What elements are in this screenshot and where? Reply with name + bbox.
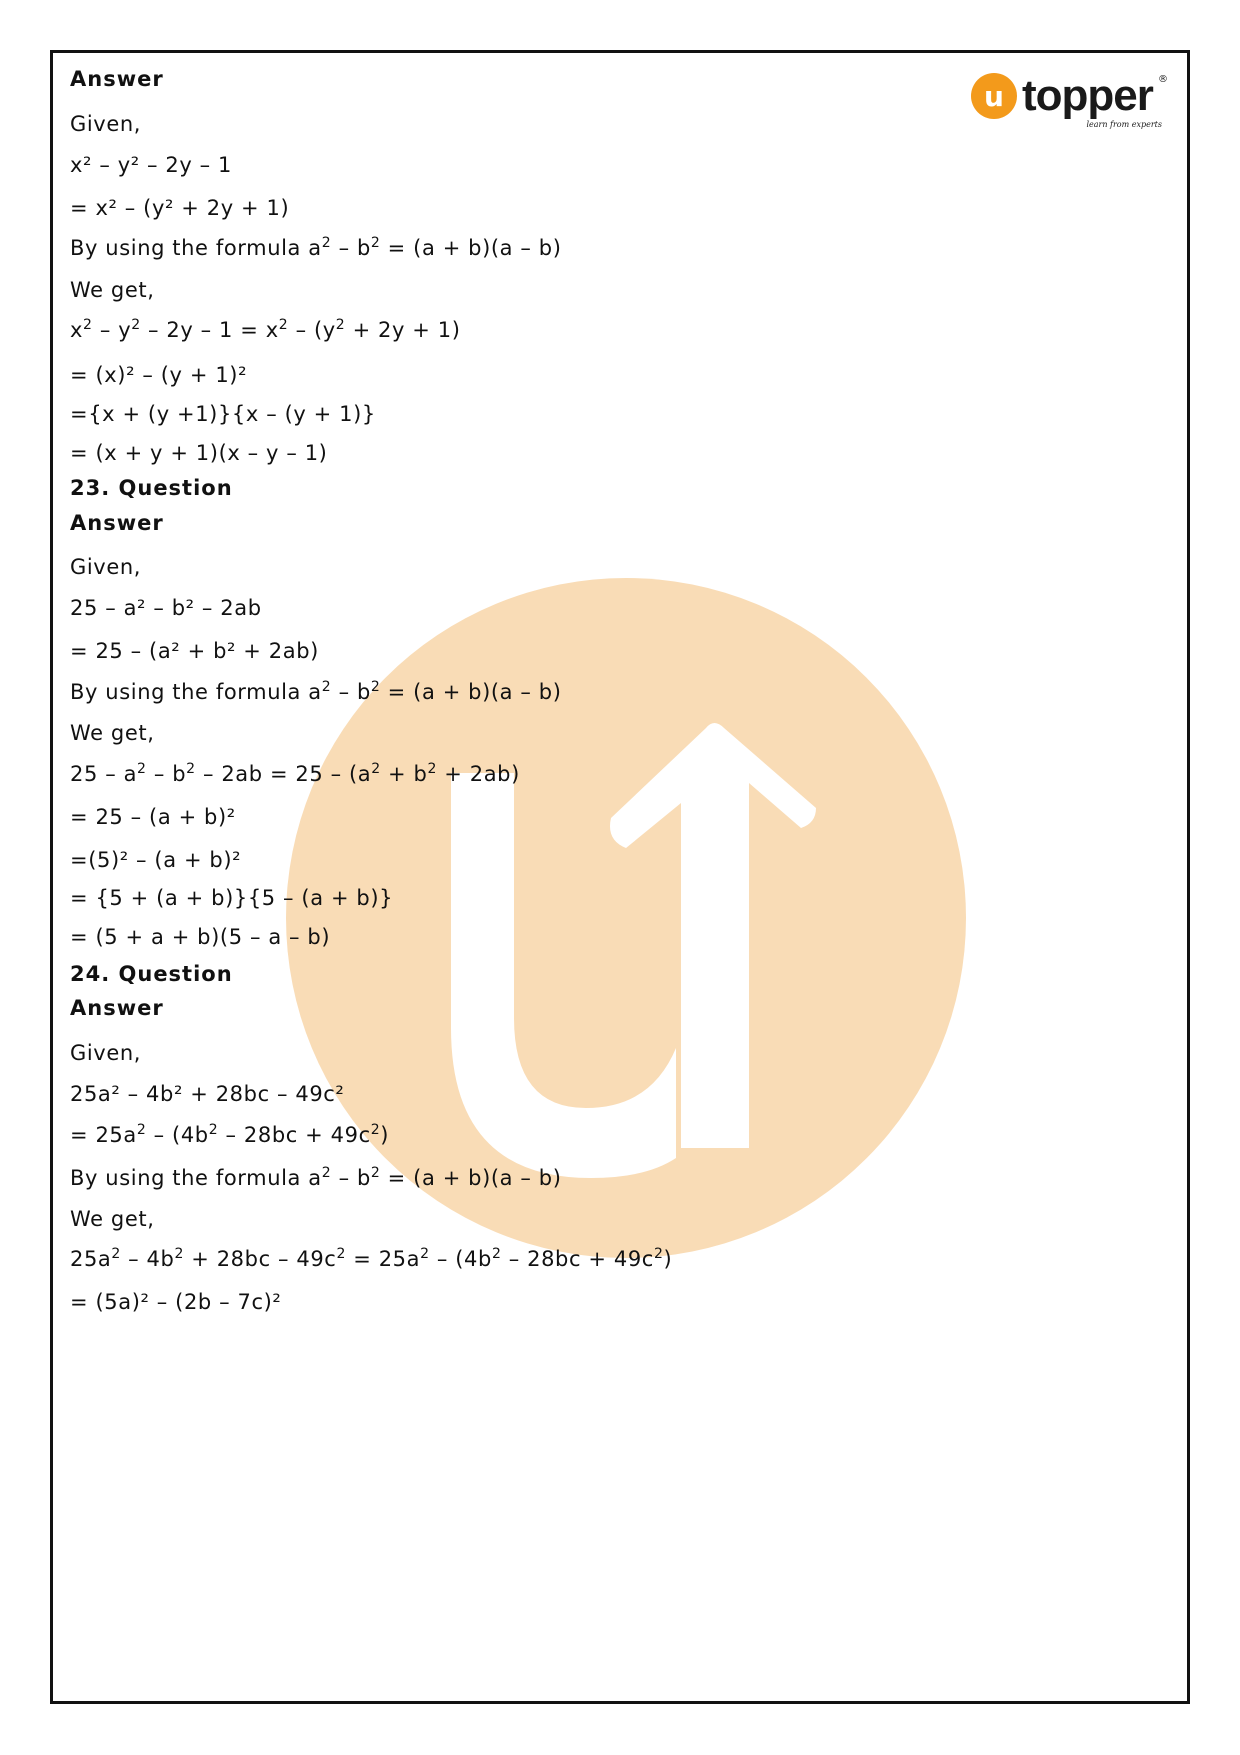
text-run: = (a + b)(a – b)	[380, 1166, 562, 1190]
text-run: – (y	[288, 318, 336, 342]
text-run: By using the formula a	[70, 1166, 322, 1190]
section-heading: Answer	[70, 511, 164, 535]
text-run: = (a + b)(a – b)	[380, 680, 562, 704]
text-run: – b	[331, 236, 371, 260]
section-heading: Answer	[70, 67, 164, 91]
answer-line	[70, 679, 562, 704]
answer-line: Given,	[70, 1041, 142, 1065]
answer-line: 25a² – 4b² + 28bc – 49c²	[70, 1082, 345, 1106]
answer-line: Given,	[70, 555, 142, 579]
superscript: 2	[370, 235, 381, 251]
topper-logo	[970, 70, 1170, 134]
superscript: 2	[370, 679, 381, 695]
superscript: 2	[136, 1122, 147, 1138]
answer-line: Given,	[70, 112, 142, 136]
answer-line: We get,	[70, 1207, 155, 1231]
superscript: 2	[137, 761, 147, 777]
text-run: – 4b	[120, 1247, 175, 1271]
answer-line: = 25 – (a² + b² + 2ab)	[70, 639, 319, 663]
logo-tagline: learn from experts	[1086, 120, 1162, 129]
text-run: + 28bc – 49c	[183, 1247, 337, 1271]
answer-line: 25 – a² – b² – 2ab	[70, 596, 262, 620]
text-run: = (a + b)(a – b)	[380, 236, 562, 260]
text-run: – b	[146, 762, 187, 786]
answer-line: = (5a)² – (2b – 7c)²	[70, 1290, 282, 1314]
text-run: – b	[331, 1166, 371, 1190]
superscript: 2	[491, 1246, 502, 1262]
text-run: By using the formula a	[70, 680, 322, 704]
text-run: )	[663, 1247, 673, 1271]
text-run: = 25a	[70, 1123, 137, 1147]
superscript: 2	[336, 1246, 346, 1262]
superscript: 2	[174, 1246, 184, 1262]
text-run: + 2ab)	[436, 762, 520, 786]
superscript: 2	[278, 317, 289, 333]
superscript: 2	[111, 1246, 121, 1262]
answer-line: We get,	[70, 721, 155, 745]
text-run: 25 – a	[70, 762, 138, 786]
text-run: – 2ab = 25 – (a	[195, 762, 372, 786]
text-run: 25a	[70, 1247, 112, 1271]
superscript: 2	[370, 1122, 381, 1138]
superscript: 2	[427, 761, 437, 777]
text-run: – 28bc + 49c	[501, 1247, 654, 1271]
section-heading: Answer	[70, 996, 164, 1020]
text-run: + b	[380, 762, 428, 786]
text-run: = 25a	[345, 1247, 421, 1271]
answer-line	[70, 235, 562, 260]
text-run: )	[380, 1123, 390, 1147]
superscript: 2	[321, 235, 332, 251]
answer-line: x² – y² – 2y – 1	[70, 153, 232, 177]
answer-line	[70, 317, 461, 342]
superscript: 2	[371, 761, 381, 777]
superscript: 2	[653, 1246, 664, 1262]
superscript: 2	[335, 317, 346, 333]
answer-line: = x² – (y² + 2y + 1)	[70, 196, 290, 220]
answer-line	[70, 761, 520, 786]
logo-letter: u	[984, 80, 1004, 113]
text-run: – y	[92, 318, 132, 342]
text-run: – (4b	[429, 1247, 492, 1271]
answer-line: = 25 – (a + b)²	[70, 805, 236, 829]
text-run: – 2y – 1 = x	[140, 318, 279, 342]
answer-line	[70, 1246, 673, 1271]
superscript: 2	[321, 1165, 332, 1181]
superscript: 2	[208, 1122, 219, 1138]
answer-line: = (5 + a + b)(5 – a – b)	[70, 925, 331, 949]
answer-line: = {5 + (a + b)}{5 – (a + b)}	[70, 886, 394, 910]
text-run: By using the formula a	[70, 236, 322, 260]
section-heading: 23. Question	[70, 476, 233, 500]
superscript: 2	[131, 317, 141, 333]
answer-line: = (x + y + 1)(x – y – 1)	[70, 441, 328, 465]
answer-line: We get,	[70, 278, 155, 302]
answer-line: ={x + (y +1)}{x – (y + 1)}	[70, 402, 376, 426]
superscript: 2	[321, 679, 332, 695]
logo-text: topper	[1022, 71, 1153, 120]
text-run: + 2y + 1)	[345, 318, 461, 342]
text-run: x	[70, 318, 84, 342]
superscript: 2	[370, 1165, 381, 1181]
answer-line: = (x)² – (y + 1)²	[70, 363, 248, 387]
text-run: – 28bc + 49c	[218, 1123, 371, 1147]
superscript: 2	[83, 317, 93, 333]
superscript: 2	[420, 1246, 430, 1262]
text-run: – (4b	[146, 1123, 209, 1147]
logo-registered: ®	[1158, 74, 1168, 85]
superscript: 2	[186, 761, 196, 777]
answer-line: =(5)² – (a + b)²	[70, 848, 242, 872]
answer-line	[70, 1122, 390, 1147]
section-heading: 24. Question	[70, 962, 233, 986]
answer-line	[70, 1165, 562, 1190]
text-run: – b	[331, 680, 371, 704]
